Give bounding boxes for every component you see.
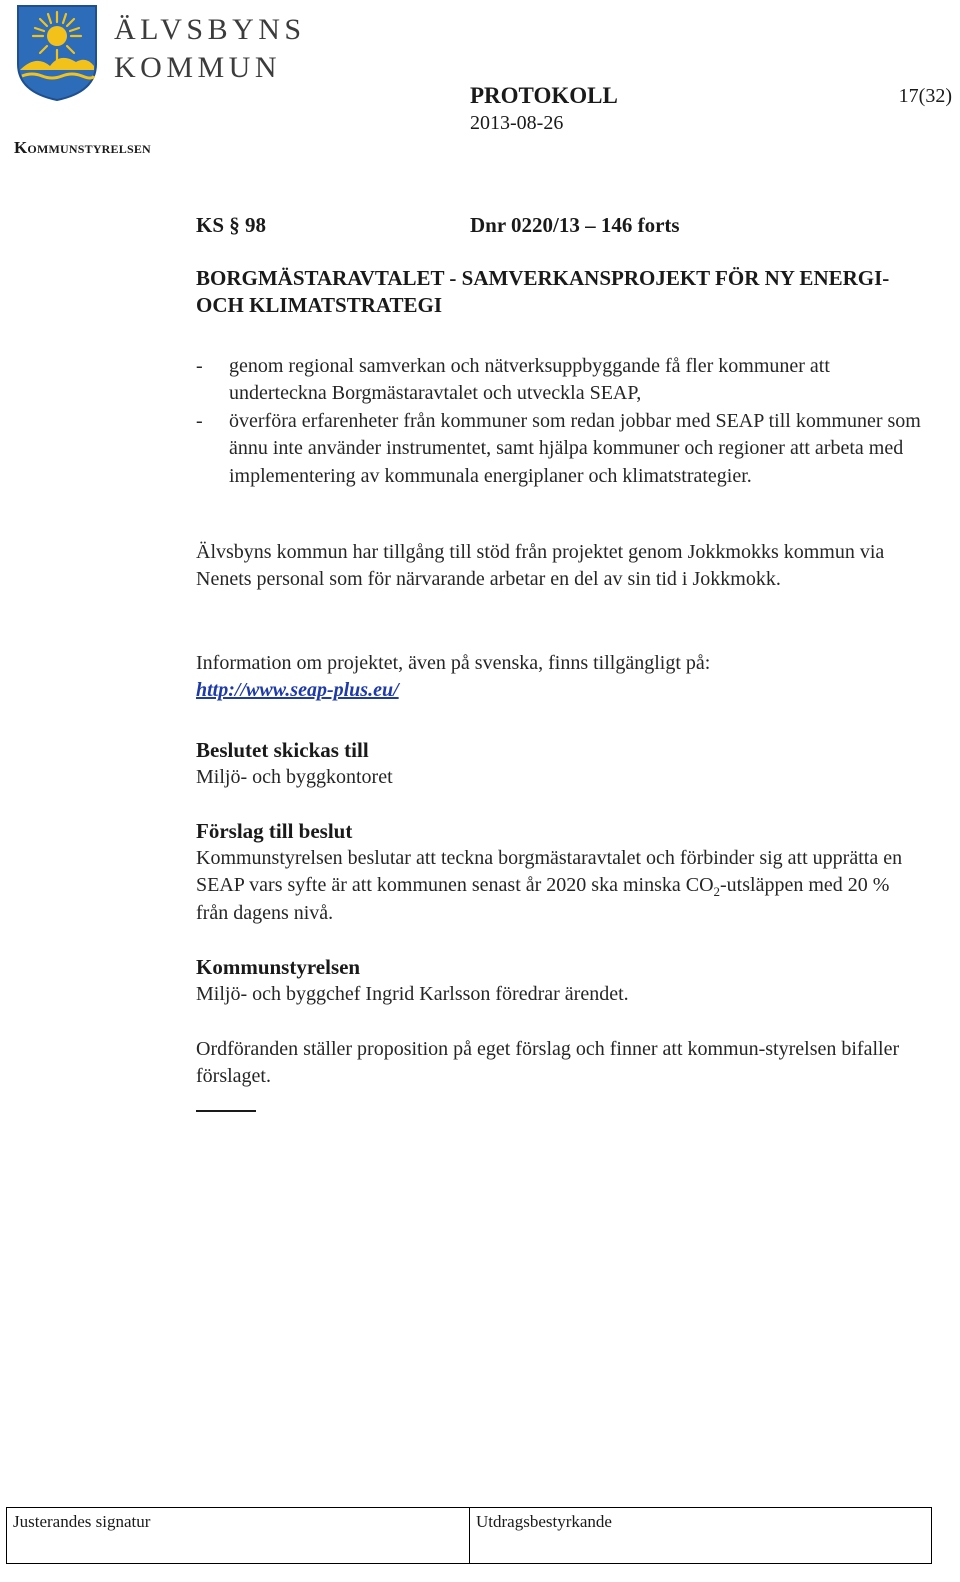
diary-number: Dnr 0220/13 – 146 forts [470,213,680,237]
project-link[interactable]: http://www.seap-plus.eu/ [196,679,399,702]
goals-list [196,353,931,490]
department-name: Kommunstyrelsen [14,138,151,157]
proposal-text-start: Kommunstyrelsen beslutar att teckna borgmästaravtalet och förbinder sig att upprätta en SEAP vars syfte är att kommunen senast år 2020 ska minska CO [196,847,903,897]
certification-label: Utdragsbestyrkande [476,1512,612,1531]
signature-label: Justerandes signatur [13,1512,151,1531]
org-name-line1: ÄLVSBYNS [114,13,306,46]
chair-paragraph: Ordföranden ställer proposition på eget förslag och finner att kommun-styrelsen bifaller förslaget. [196,1038,900,1088]
board-heading: Kommunstyrelsen [196,955,361,979]
support-paragraph: Älvsbyns kommun har tillgång till stöd från projektet genom Jokkmokks kommun via Nenets personal som för närvarande arbetar en del av sin tid i Jokkmokk. [196,541,885,591]
list-item-text: genom regional samverkan och nätverksuppbyggande få fler kommuner att underteckna Borgmästaravtalet och utveckla SEAP, [229,355,830,405]
certification-cell [470,1508,931,1563]
info-paragraph [196,650,916,705]
municipality-crest-icon [16,4,98,102]
signature-cell [7,1508,470,1563]
co2-subscript: 2 [713,884,721,900]
page-number: 17(32) [898,85,952,107]
end-divider [196,1110,256,1112]
document-date: 2013-08-26 [470,112,564,134]
document-type: PROTOKOLL [470,83,618,108]
sent-to-heading: Beslutet skickas till [196,738,369,762]
proposal-text [196,845,916,927]
org-name-line2: KOMMUN [114,51,282,84]
sent-to-text: Miljö- och byggkontoret [196,766,393,788]
list-item [196,408,931,490]
bullet-marker: - [196,355,203,377]
proposal-text-end: -utsläppen med 20 % från dagens nivå. [196,874,890,924]
signature-table [6,1507,932,1564]
board-text: Miljö- och byggchef Ingrid Karlsson föredrar ärendet. [196,983,629,1005]
case-title: BORGMÄSTARAVTALET - SAMVERKANSPROJEKT FÖR NY ENERGI- OCH KLIMATSTRATEGI [196,266,890,317]
proposal-heading: Förslag till beslut [196,819,353,843]
list-item-text: överföra erfarenheter från kommuner som redan jobbar med SEAP till kommuner som ännu inte använder instrumentet, samt hjälpa kommuner och regioner att arbeta med implementering av kommunala energiplaner och klimatstrategier. [229,409,921,487]
case-number: KS § 98 [196,213,267,237]
bullet-marker: - [196,409,203,432]
list-item [196,353,931,408]
info-text: Information om projektet, även på svenska, finns tillgängligt på: [196,652,711,674]
